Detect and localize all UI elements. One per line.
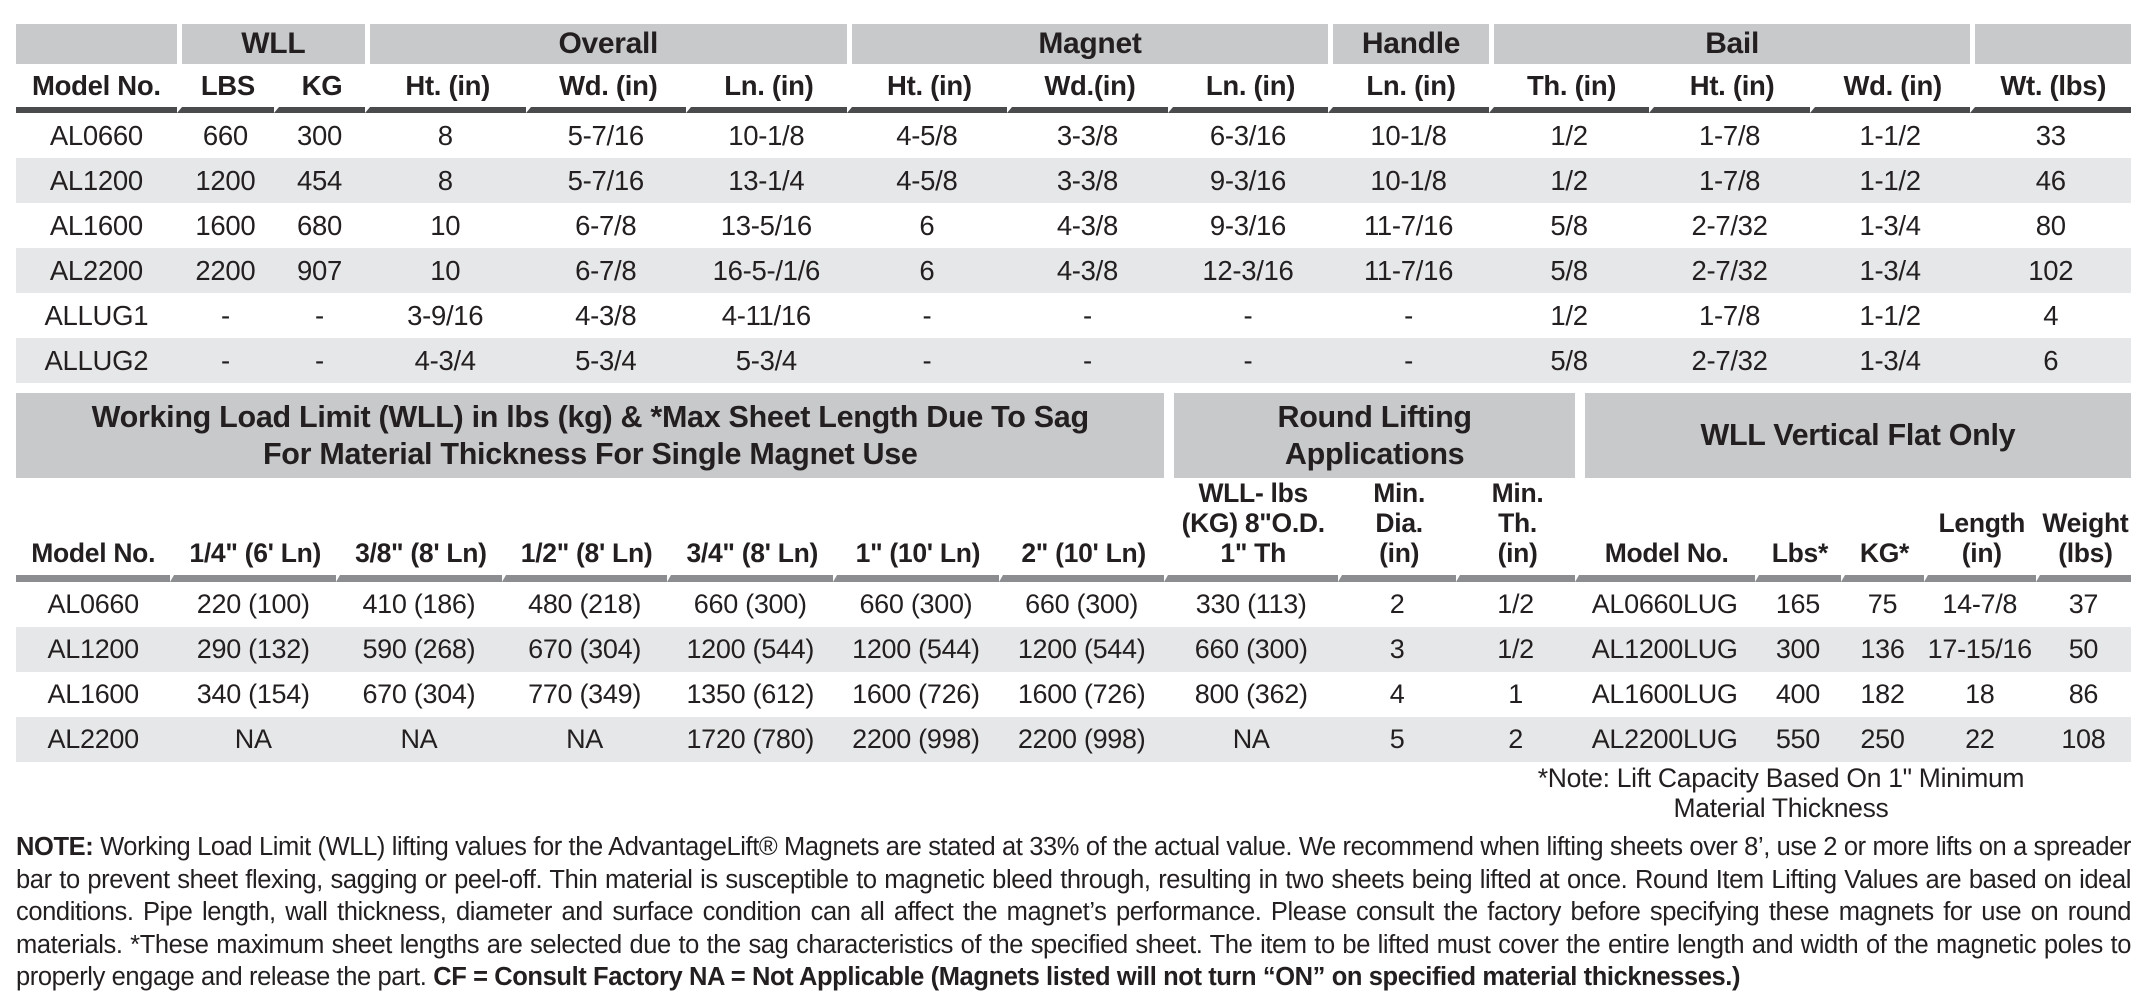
col-header-lug-model-no: Model No.	[1575, 478, 1755, 582]
table-cell: 3-3/8	[1007, 158, 1168, 203]
dimensions-table	[16, 24, 2131, 383]
table-cell: 454	[274, 158, 365, 203]
table-cell: -	[274, 338, 365, 383]
col-header-kg-star: KG*	[1841, 478, 1923, 582]
col-header-overall-ht: Ht. (in)	[365, 64, 526, 113]
table-cell: 5/8	[1489, 338, 1650, 383]
table-cell: -	[1082, 299, 1092, 331]
table-cell: 3-3/8	[1056, 119, 1118, 151]
table-cell: 1200	[177, 158, 274, 203]
table-cell: -	[922, 299, 932, 331]
table-cell: 660 (300)	[859, 589, 973, 619]
col-header-quarter-inch: 1/4" (6' Ln)	[170, 478, 336, 582]
table-cell: 1/2	[1497, 589, 1534, 619]
table-cell: 80	[2035, 209, 2066, 241]
min-th-line1: Min.	[1491, 478, 1544, 508]
table-cell: 6	[1970, 338, 2131, 383]
group-header-wll-vertical: WLL Vertical Flat Only	[1575, 393, 2131, 478]
table-cell: 5/8	[1550, 209, 1588, 241]
table-cell: 1-3/4	[1810, 248, 1971, 293]
table-row	[16, 113, 2131, 158]
table-cell: 550	[1755, 717, 1842, 762]
min-dia-line1: Min.	[1373, 478, 1426, 508]
table-cell: 1-1/2	[1859, 299, 1921, 331]
table-cell: 8	[365, 158, 526, 203]
group-header-overall: Overall	[365, 24, 847, 64]
table-cell: AL0660LUG	[1591, 589, 1738, 619]
col-header-overall-ln: Ln. (in)	[686, 64, 847, 113]
col-header-magnet-ht: Ht. (in)	[847, 64, 1008, 113]
table-cell: 330 (113)	[1195, 589, 1307, 619]
table-cell: AL1600LUG	[1591, 679, 1738, 709]
table-cell: 410 (186)	[362, 589, 476, 619]
table-cell: 4-3/8	[1056, 209, 1118, 241]
table-cell: 4-3/8	[575, 299, 637, 331]
table-cell: 182	[1860, 679, 1905, 709]
table-cell: 1-7/8	[1649, 158, 1810, 203]
col-header-kg: KG	[274, 64, 365, 113]
table-cell: 6-3/16	[1209, 119, 1287, 151]
table-cell: 50	[2036, 627, 2131, 672]
table-cell: 2-7/32	[1691, 209, 1768, 241]
table-cell: 400	[1775, 679, 1820, 709]
table-cell: 1-1/2	[1810, 158, 1971, 203]
table-cell: 670 (304)	[502, 627, 668, 672]
table-row	[16, 158, 2131, 203]
table-cell: 5-3/4	[686, 338, 847, 383]
wll-sag-table	[16, 393, 2131, 762]
dimensions-group-header-row	[16, 24, 2131, 64]
min-dia-line2: Dia.	[1375, 508, 1423, 538]
group-header-sheet-wll	[16, 393, 1164, 478]
table-cell: 300	[1755, 627, 1842, 672]
table-cell: 660 (300)	[1025, 589, 1139, 619]
table-cell: -	[1404, 299, 1413, 331]
table-cell: 1/2	[1489, 158, 1650, 203]
dimensions-column-header-row	[16, 64, 2131, 113]
col-header-overall-wd: Wd. (in)	[526, 64, 687, 113]
table-cell: 6-7/8	[575, 209, 637, 241]
table-cell: 2-7/32	[1649, 248, 1810, 293]
col-header-one-inch: 1" (10' Ln)	[833, 478, 999, 582]
table-cell: ALLUG1	[44, 299, 149, 331]
table-cell: 660	[202, 119, 248, 151]
weight-line1: Weight	[2042, 508, 2129, 538]
table-cell: NA	[170, 717, 336, 762]
group-header-spacer	[16, 24, 177, 64]
table-cell: 2	[1389, 589, 1405, 619]
col-header-three-quarter-inch: 3/4" (8' Ln)	[667, 478, 833, 582]
round-wll-line1: WLL- lbs	[1198, 478, 1308, 508]
table-cell: NA	[1164, 717, 1337, 762]
sheet-wll-title-line1: Working Load Limit (WLL) in lbs (kg) & *Max Sheet Length Due To Sag	[91, 399, 1089, 434]
table-cell: 10-1/8	[1328, 158, 1489, 203]
round-lifting-title-line1: Round Lifting	[1277, 399, 1472, 434]
table-cell: 6	[919, 209, 935, 241]
sheet-wll-title-line2: For Material Thickness For Single Magnet Use	[262, 436, 918, 471]
table-cell: 136	[1841, 627, 1923, 672]
footnote-note-label: NOTE:	[16, 833, 94, 861]
table-cell: 10-1/8	[1370, 119, 1447, 151]
table-cell: 10	[430, 209, 461, 241]
col-header-magnet-ln: Ln. (in)	[1168, 64, 1329, 113]
table-cell: 9-3/16	[1168, 158, 1329, 203]
table-cell: -	[847, 338, 1008, 383]
table-cell: 1-7/8	[1699, 119, 1761, 151]
table-cell: 3-9/16	[407, 299, 484, 331]
table-cell: 290 (132)	[170, 627, 336, 672]
table-cell: -	[1328, 338, 1489, 383]
col-header-bail-wd: Wd. (in)	[1810, 64, 1971, 113]
table-cell: 5-7/16	[526, 158, 687, 203]
footnote-legend: CF = Consult Factory NA = Not Applicable (Magnets listed will not turn “ON” on specified material thicknesses.)	[433, 963, 1741, 991]
table-cell: 14-7/8	[1942, 589, 2018, 619]
col-header-model-no: Model No.	[16, 478, 170, 582]
table-cell: 9-3/16	[1209, 209, 1287, 241]
col-header-magnet-wd: Wd.(in)	[1007, 64, 1168, 113]
wll-table-body	[16, 582, 2131, 762]
table-row	[16, 338, 2131, 383]
table-cell: 1/2	[1550, 119, 1588, 151]
table-cell: 670 (304)	[362, 679, 476, 709]
table-cell: 11-7/16	[1328, 248, 1489, 293]
col-header-bail-th: Th. (in)	[1489, 64, 1650, 113]
table-cell: AL1200LUG	[1575, 627, 1755, 672]
table-cell: 590 (268)	[336, 627, 502, 672]
table-cell: 1-7/8	[1699, 299, 1761, 331]
table-row	[16, 248, 2131, 293]
table-row	[16, 717, 2131, 762]
table-cell: 165	[1775, 589, 1820, 619]
dimensions-table-body	[16, 113, 2131, 383]
col-header-bail-ht: Ht. (in)	[1649, 64, 1810, 113]
round-lifting-title-line2: Applications	[1284, 436, 1465, 471]
table-cell: NA	[336, 717, 502, 762]
table-cell: 1600 (726)	[852, 679, 980, 709]
table-cell: 1200 (544)	[667, 627, 833, 672]
table-cell: AL2200LUG	[1575, 717, 1755, 762]
table-cell: AL1200	[16, 627, 170, 672]
table-cell: 800 (362)	[1194, 679, 1308, 709]
table-cell: 37	[2068, 589, 2099, 619]
col-header-min-th	[1456, 478, 1574, 582]
table-cell: 1-3/4	[1859, 209, 1921, 241]
table-cell: 33	[2035, 119, 2066, 151]
table-cell: 4-5/8	[896, 119, 958, 151]
col-header-three-eighths-inch: 3/8" (8' Ln)	[336, 478, 502, 582]
table-cell: AL2200	[16, 717, 170, 762]
table-cell: 13-5/16	[720, 209, 812, 241]
table-cell: 12-3/16	[1168, 248, 1329, 293]
table-cell: 220 (100)	[196, 589, 310, 619]
table-cell: -	[177, 338, 274, 383]
table-cell: 1-3/4	[1810, 338, 1971, 383]
group-header-spacer	[1970, 24, 2131, 64]
table-cell: AL1600	[47, 679, 139, 709]
table-cell: 8	[437, 119, 453, 151]
lug-note-line1: *Note: Lift Capacity Based On 1" Minimum	[1537, 763, 2025, 793]
table-cell: 300	[296, 119, 342, 151]
table-cell: 1350 (612)	[686, 679, 815, 709]
table-cell: 4-3/8	[1007, 248, 1168, 293]
length-line1: Length	[1938, 508, 2026, 538]
table-cell: 1-1/2	[1859, 119, 1921, 151]
col-header-round-wll	[1164, 478, 1337, 582]
footnote-body: Working Load Limit (WLL) lifting values for the AdvantageLift® Magnets are stated at 33% of the actual value. We recommend when lifting sheets over 8’, use 2 or more lifts on a spreader bar to prevent sheet flexing, sagging or peel-off. Thin material is susceptible to magnetic bleed through, resulting in two sheets being lifted at once. Round Item Lifting Values are based on ideal conditions. Pipe length, wall thickness, diameter and surface condition can all affect the magnet’s performance. Please consult the factory before specifying these magnets for use on round materials. *These maximum sheet lengths are selected due to the sag characteristics of the specified sheet. The item to be lifted must cover the entire length and width of the magnetic poles to properly engage and release the part.	[16, 833, 2131, 991]
table-row	[16, 627, 2131, 672]
table-cell: -	[220, 299, 230, 331]
round-wll-line2: (KG) 8"O.D.	[1181, 508, 1325, 538]
table-cell: 1600 (726)	[1017, 679, 1146, 709]
round-wll-line3: 1" Th	[1220, 538, 1286, 568]
weight-line2: (lbs)	[2058, 538, 2113, 568]
col-header-lbs: LBS	[177, 64, 274, 113]
table-cell: -	[1168, 338, 1329, 383]
table-cell: 770 (349)	[528, 679, 642, 709]
group-header-bail: Bail	[1489, 24, 1971, 64]
lug-note-line2: Material Thickness	[1673, 793, 1889, 823]
table-cell: 5-7/16	[567, 119, 644, 151]
min-th-line3: (in)	[1497, 538, 1538, 568]
table-cell: AL0660	[47, 589, 139, 619]
table-row	[16, 293, 2131, 338]
table-cell: 6-7/8	[526, 248, 687, 293]
table-cell: 75	[1867, 589, 1898, 619]
table-cell: AL0660	[49, 119, 143, 151]
table-cell: 4	[2043, 299, 2059, 331]
footnote	[16, 831, 2131, 994]
table-cell: 1/2	[1550, 299, 1588, 331]
table-cell: AL1600	[49, 209, 143, 241]
table-cell: 46	[1970, 158, 2131, 203]
table-cell: 18	[1965, 679, 1995, 709]
table-cell: 10-1/8	[728, 119, 805, 151]
table-cell: 1720 (780)	[667, 717, 833, 762]
table-cell: 2200 (998)	[833, 717, 999, 762]
table-cell: 5-3/4	[526, 338, 687, 383]
table-cell: AL2200	[16, 248, 177, 293]
group-header-round-lifting	[1164, 393, 1574, 478]
col-header-length	[1924, 478, 2036, 582]
table-cell: 1	[1508, 679, 1523, 709]
table-cell: 16-5-/1/6	[686, 248, 847, 293]
group-header-handle: Handle	[1328, 24, 1489, 64]
col-header-half-inch: 1/2" (8' Ln)	[502, 478, 668, 582]
table-cell: 4-11/16	[721, 299, 811, 331]
col-header-two-inch: 2" (10' Ln)	[999, 478, 1165, 582]
table-cell: 680	[296, 209, 342, 241]
table-cell: 250	[1841, 717, 1923, 762]
table-cell: 6	[847, 248, 1008, 293]
table-cell: -	[1243, 299, 1253, 331]
table-cell: 1/2	[1456, 627, 1574, 672]
length-line2: (in)	[1961, 538, 2002, 568]
min-dia-line3: (in)	[1379, 538, 1420, 568]
col-header-lbs-star: Lbs*	[1755, 478, 1842, 582]
table-cell: ALLUG2	[16, 338, 177, 383]
table-cell: 907	[274, 248, 365, 293]
table-cell: 10	[365, 248, 526, 293]
table-row	[16, 203, 2131, 248]
table-row	[16, 672, 2131, 717]
table-cell: NA	[502, 717, 668, 762]
table-cell: 2200	[177, 248, 274, 293]
table-row	[16, 582, 2131, 627]
table-cell: 660 (300)	[1164, 627, 1337, 672]
table-cell: 3	[1338, 627, 1456, 672]
table-cell: 4-5/8	[847, 158, 1008, 203]
table-cell: 660 (300)	[693, 589, 807, 619]
table-cell: 4	[1389, 679, 1405, 709]
table-cell: 102	[1970, 248, 2131, 293]
table-cell: 5	[1338, 717, 1456, 762]
table-cell: 1600	[195, 209, 256, 241]
col-header-model-no: Model No.	[16, 64, 177, 113]
table-cell: 86	[2068, 679, 2099, 709]
table-cell: 4-3/4	[365, 338, 526, 383]
table-cell: AL1200	[16, 158, 177, 203]
table-cell: 480 (218)	[528, 589, 642, 619]
table-cell: 340 (154)	[196, 679, 310, 709]
table-cell: 13-1/4	[686, 158, 847, 203]
table-cell: -	[315, 299, 324, 331]
table-cell: 2200 (998)	[999, 717, 1165, 762]
table-cell: 1200 (544)	[999, 627, 1165, 672]
table-cell: 11-7/16	[1363, 209, 1454, 241]
table-cell: 5/8	[1489, 248, 1650, 293]
table-cell: -	[1007, 338, 1168, 383]
table-cell: 2-7/32	[1649, 338, 1810, 383]
table-cell: 17-15/16	[1924, 627, 2036, 672]
wll-column-header-row	[16, 478, 2131, 582]
group-header-magnet: Magnet	[847, 24, 1329, 64]
col-header-handle-ln: Ln. (in)	[1328, 64, 1489, 113]
table-cell: 2	[1456, 717, 1574, 762]
table-cell: 1200 (544)	[833, 627, 999, 672]
lug-capacity-note	[1451, 763, 2111, 823]
table-cell: 108	[2036, 717, 2131, 762]
wll-group-header-row	[16, 393, 2131, 478]
group-header-wll: WLL	[177, 24, 365, 64]
col-header-weight: Wt. (lbs)	[1970, 64, 2131, 113]
col-header-weight	[2036, 478, 2131, 582]
col-header-min-dia	[1338, 478, 1456, 582]
min-th-line2: Th.	[1498, 508, 1537, 538]
table-cell: 22	[1924, 717, 2036, 762]
